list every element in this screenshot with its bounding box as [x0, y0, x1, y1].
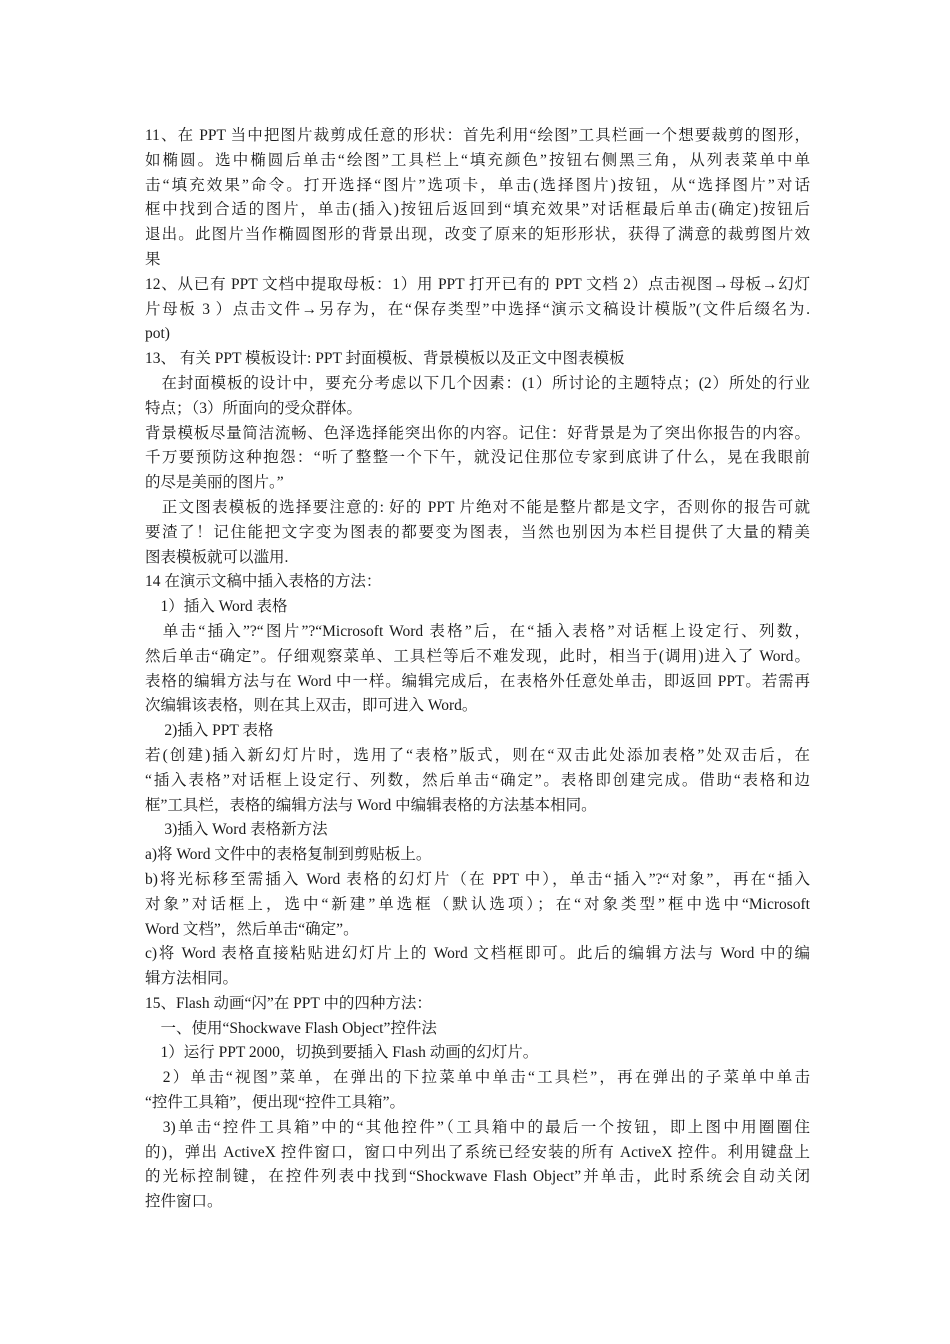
- text-line: b)将光标移至需插入 Word 表格的幻灯片（在 PPT 中），单击“插入”?“对象”，再在“插入: [145, 870, 810, 888]
- text-line: 3)单击“控件工具箱”中的“其他控件”（工具箱中的最后一个按钮，即上图中用圈圈住: [145, 1118, 810, 1136]
- text-line: 的光标控制键，在控件列表中找到“Shockwave Flash Object”并单击，此时系统会自动关闭: [145, 1168, 810, 1186]
- text-line: 辑方法相同。: [145, 970, 239, 988]
- text-line: 果: [145, 250, 161, 268]
- text-line: 对象”对话框上，选中“新建”单选框（默认选项）；在“对象类型”框中选中“Microsoft: [145, 895, 810, 913]
- text-line: 特点；（3）所面向的受众群体。: [145, 399, 363, 417]
- text-line: 2)插入 PPT 表格: [145, 722, 274, 740]
- text-line: c)将 Word 表格直接粘贴进幻灯片上的 Word 文档框即可。此后的编辑方法与 Word 中的编: [145, 945, 810, 963]
- text-line: 千万要预防这种抱怨：“听了整整一个下午，就没记住那位专家到底讲了什么，晃在我眼前: [145, 449, 810, 467]
- text-line: 表格的编辑方法与在 Word 中一样。编辑完成后，在表格外任意处单击，即返回 PPT。若需再: [145, 672, 810, 690]
- text-line: 12、从已有 PPT 文档中提取母板：1）用 PPT 打开已有的 PPT 文档 2）点击视图→母板→幻灯: [145, 275, 810, 293]
- text-line: 要渣了！记住能把文字变为图表的都要变为图表，当然也别因为本栏目提供了大量的精美: [145, 523, 810, 541]
- text-line: pot): [145, 325, 170, 343]
- text-line: 框”工具栏，表格的编辑方法与 Word 中编辑表格的方法基本相同。: [145, 796, 597, 814]
- text-line: 击“填充效果”命令。打开选择“图片”选项卡，单击(选择图片)按钮，从“选择图片”对话: [145, 176, 810, 194]
- text-line: 若(创建)插入新幻灯片时，选用了“表格”版式，则在“双击此处添加表格”处双击后，在: [145, 746, 810, 764]
- text-line: 1）运行 PPT 2000，切换到要插入 Flash 动画的幻灯片。: [145, 1044, 539, 1062]
- text-line: 背景模板尽量简洁流畅、色泽选择能突出你的内容。记住：好背景是为了突出你报告的内容。: [145, 424, 810, 442]
- text-line: 框中找到合适的图片，单击(插入)按钮后返回到“填充效果”对话框最后单击(确定)按钮后: [145, 201, 810, 219]
- text-line: 的尽是美丽的图片。”: [145, 474, 284, 492]
- text-line: 在封面模板的设计中，要充分考虑以下几个因素：(1）所讨论的主题特点；(2）所处的行业: [145, 374, 810, 392]
- text-line: 1）插入 Word 表格: [145, 598, 288, 616]
- text-line: 15、Flash 动画“闪”在 PPT 中的四种方法：: [145, 994, 432, 1012]
- text-line: 一、使用“Shockwave Flash Object”控件法: [145, 1019, 437, 1037]
- text-line: 片母板 3 ）点击文件→另存为，在“保存类型”中选择“演示文稿设计模版”(文件后缀名为.: [145, 300, 810, 318]
- text-line: 图表模板就可以滥用.: [145, 548, 289, 566]
- text-line: 3)插入 Word 表格新方法: [145, 821, 328, 839]
- text-line: 13、 有关 PPT 模板设计: PPT 封面模板、背景模板以及正文中图表模板: [145, 350, 625, 368]
- text-line: “插入表格”对话框上设定行、列数，然后单击“确定”。表格即创建完成。借助“表格和边: [145, 771, 810, 789]
- text-line: 2）单击“视图”菜单，在弹出的下拉菜单中单击“工具栏”，再在弹出的子菜单中单击: [145, 1069, 810, 1087]
- text-line: 如椭圆。选中椭圆后单击“绘图”工具栏上“填充颜色”按钮右侧黑三角，从列表菜单中单: [145, 151, 810, 169]
- text-line: “控件工具箱”，便出现“控件工具箱”。: [145, 1094, 406, 1112]
- text-line: 的)，弹出 ActiveX 控件窗口，窗口中列出了系统已经安装的所有 ActiveX 控件。利用键盘上: [145, 1143, 810, 1161]
- text-line: a)将 Word 文件中的表格复制到剪贴板上。: [145, 846, 432, 864]
- text-line: 控件窗口。: [145, 1193, 223, 1211]
- text-line: 14 在演示文稿中插入表格的方法：: [145, 573, 382, 591]
- text-line: 正文图表模板的选择要注意的: 好的 PPT 片绝对不能是整片都是文字，否则你的报告可就: [145, 498, 810, 516]
- document-page: [145, 124, 810, 1215]
- text-line: Word 文档”，然后单击“确定”。: [145, 920, 359, 938]
- text-line: 11、在 PPT 当中把图片裁剪成任意的形状：首先利用“绘图”工具栏画一个想要裁剪的图形，: [145, 127, 810, 144]
- text-line: 次编辑该表格，则在其上双击，即可进入 Word。: [145, 697, 478, 715]
- text-line: 然后单击“确定”。仔细观察菜单、工具栏等后不难发现，此时，相当于(调用)进入了 Word。: [145, 647, 810, 665]
- text-line: 退出。此图片当作椭圆图形的背景出现，改变了原来的矩形形状，获得了满意的裁剪图片效: [145, 226, 810, 244]
- text-line: 单击“插入”?“图片”?“Microsoft Word 表格”后，在“插入表格”对话框上设定行、列数，: [145, 622, 810, 640]
